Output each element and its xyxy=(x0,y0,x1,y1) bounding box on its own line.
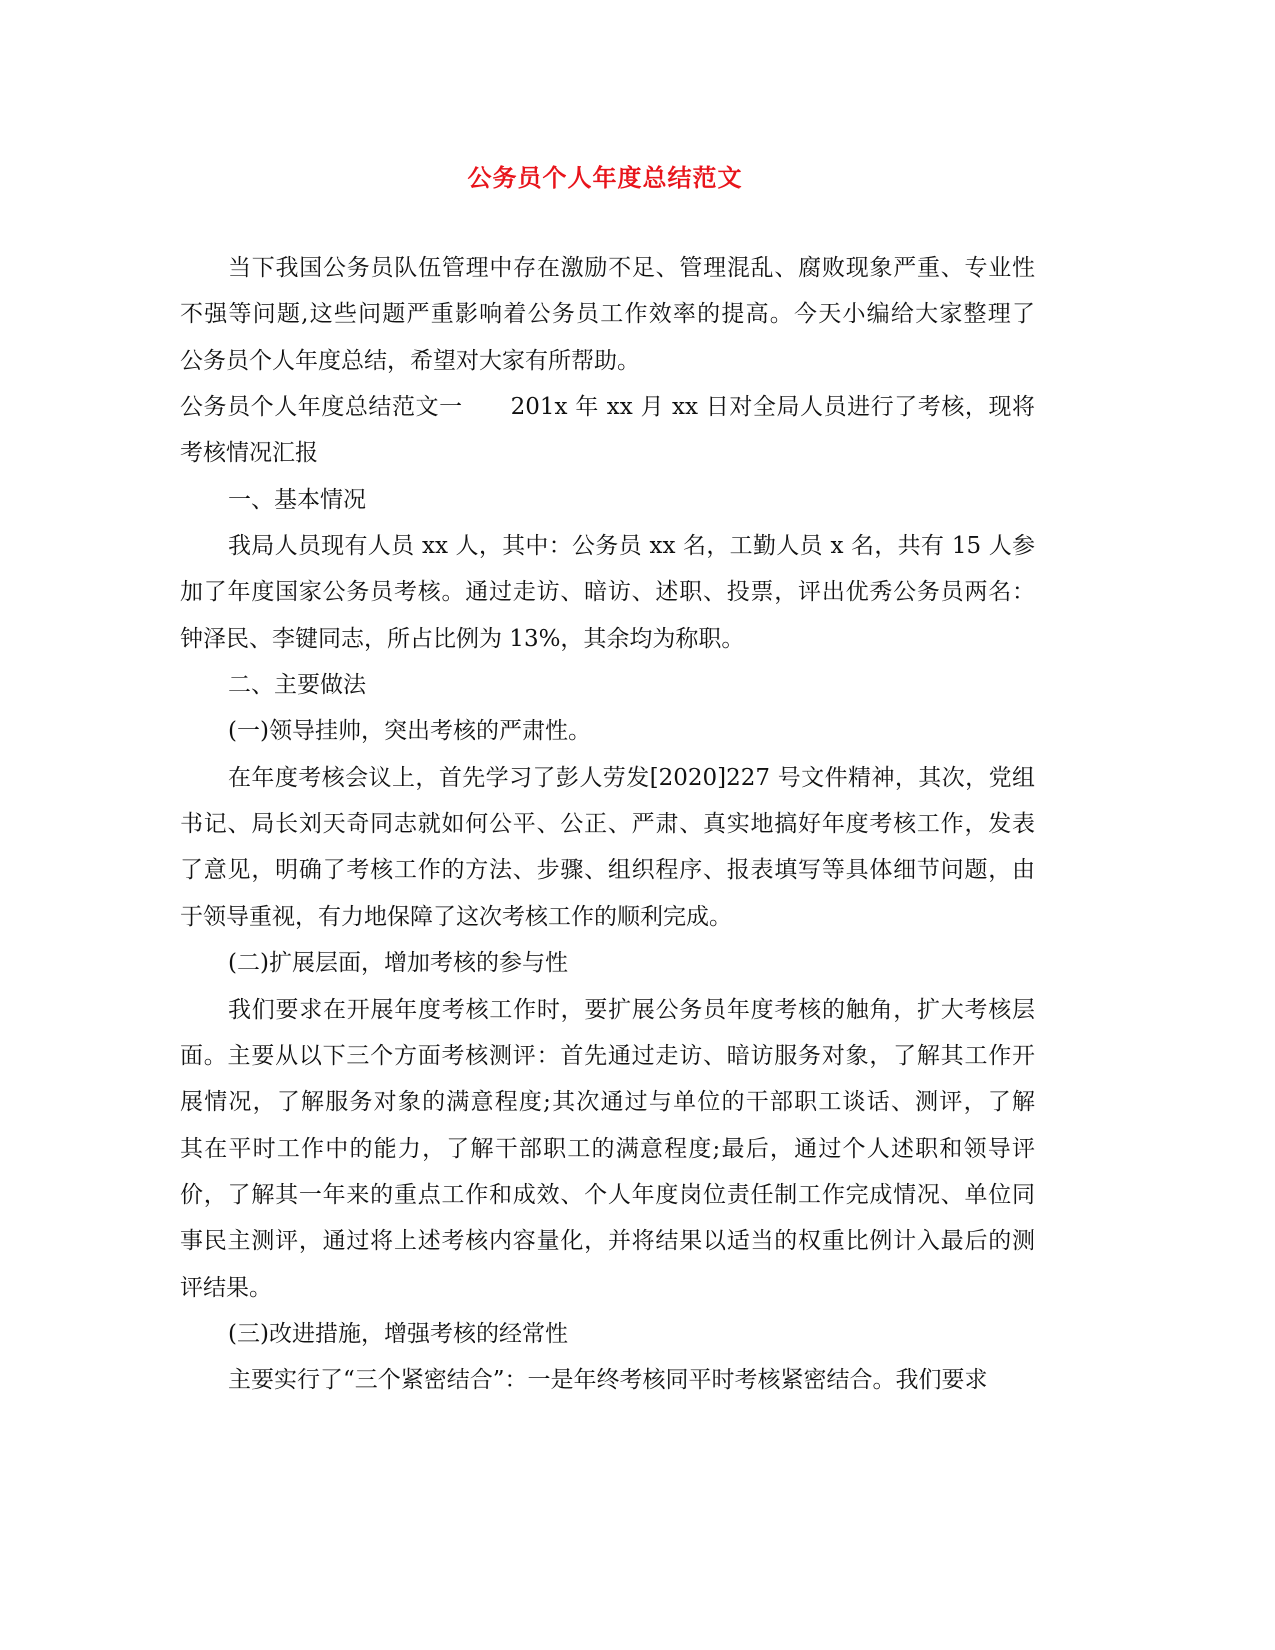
document-title: 公务员个人年度总结范文 xyxy=(467,163,743,192)
text-line: 在年度考核会议上，首先学习了彭人劳发[2020]227 号文件精神，其次，党组 xyxy=(228,764,1035,791)
paragraph xyxy=(180,523,1035,662)
text-line: 了意见，明确了考核工作的方法、步骤、组织程序、报表填写等具体细节问题，由 xyxy=(180,857,1035,884)
text-line: 事民主测评，通过将上述考核内容量化，并将结果以适当的权重比例计入最后的测 xyxy=(180,1228,1035,1255)
text-line: 价，了解其一年来的重点工作和成效、个人年度岗位责任制工作完成情况、单位同 xyxy=(180,1181,1035,1208)
text-line: 当下我国公务员队伍管理中存在激励不足、管理混乱、腐败现象严重、专业性 xyxy=(228,255,1035,281)
text-line: 我们要求在开展年度考核工作时，要扩展公务员年度考核的触角，扩大考核层 xyxy=(228,996,1035,1023)
text-line: 主要实行了“三个紧密结合”：一是年终考核同平时考核紧密结合。我们要求 xyxy=(228,1367,988,1394)
text-line: 我局人员现有人员 xx 人，其中：公务员 xx 名，工勤人员 x 名，共有 15 人参 xyxy=(228,533,1035,560)
paragraph xyxy=(180,1311,1035,1357)
text-line: 其在平时工作中的能力，了解干部职工的满意程度;最后，通过个人述职和领导评 xyxy=(180,1135,1035,1162)
text-line: 考核情况汇报 xyxy=(180,440,318,467)
paragraph xyxy=(180,940,1035,986)
text-line: 不强等问题,这些问题严重影响着公务员工作效率的提高。今天小编给大家整理了 xyxy=(180,301,1035,328)
paragraph xyxy=(180,1357,1035,1403)
text-line: (一)领导挂帅，突出考核的严肃性。 xyxy=(228,718,591,745)
paragraph xyxy=(180,662,1035,708)
text-line: 面。主要从以下三个方面考核测评：首先通过走访、暗访服务对象，了解其工作开 xyxy=(180,1042,1035,1069)
text-line xyxy=(180,384,1035,430)
document-body xyxy=(180,245,1035,1404)
text-line: 钟泽民、李键同志，所占比例为 13%，其余均为称职。 xyxy=(180,625,745,652)
section-heading: 公务员个人年度总结范文一 xyxy=(180,394,463,421)
text-line: 评结果。 xyxy=(180,1274,272,1301)
text-line: 展情况，了解服务对象的满意程度;其次通过与单位的干部职工谈话、测评，了解 xyxy=(180,1089,1035,1116)
paragraph xyxy=(180,708,1035,754)
paragraph xyxy=(180,384,1035,477)
text-line: 书记、局长刘天奇同志就如何公平、公正、严肃、真实地搞好年度考核工作，发表 xyxy=(180,811,1035,838)
paragraph xyxy=(180,477,1035,523)
paragraph xyxy=(180,245,1035,384)
text-line: (三)改进措施，增强考核的经常性 xyxy=(228,1320,568,1347)
paragraph xyxy=(180,987,1035,1311)
text-line: 二、主要做法 xyxy=(228,672,366,699)
text-line: 加了年度国家公务员考核。通过走访、暗访、述职、投票，评出优秀公务员两名： xyxy=(180,579,1035,606)
paragraph xyxy=(180,755,1035,940)
text-line: (二)扩展层面，增加考核的参与性 xyxy=(228,950,568,977)
text-line: 公务员个人年度总结，希望对大家有所帮助。 xyxy=(180,347,640,374)
text-line: 于领导重视，有力地保障了这次考核工作的顺利完成。 xyxy=(180,903,732,930)
text-span: 201x 年 xx 月 xx 日对全局人员进行了考核，现将 xyxy=(510,394,1036,421)
text-line: 一、基本情况 xyxy=(228,486,366,513)
